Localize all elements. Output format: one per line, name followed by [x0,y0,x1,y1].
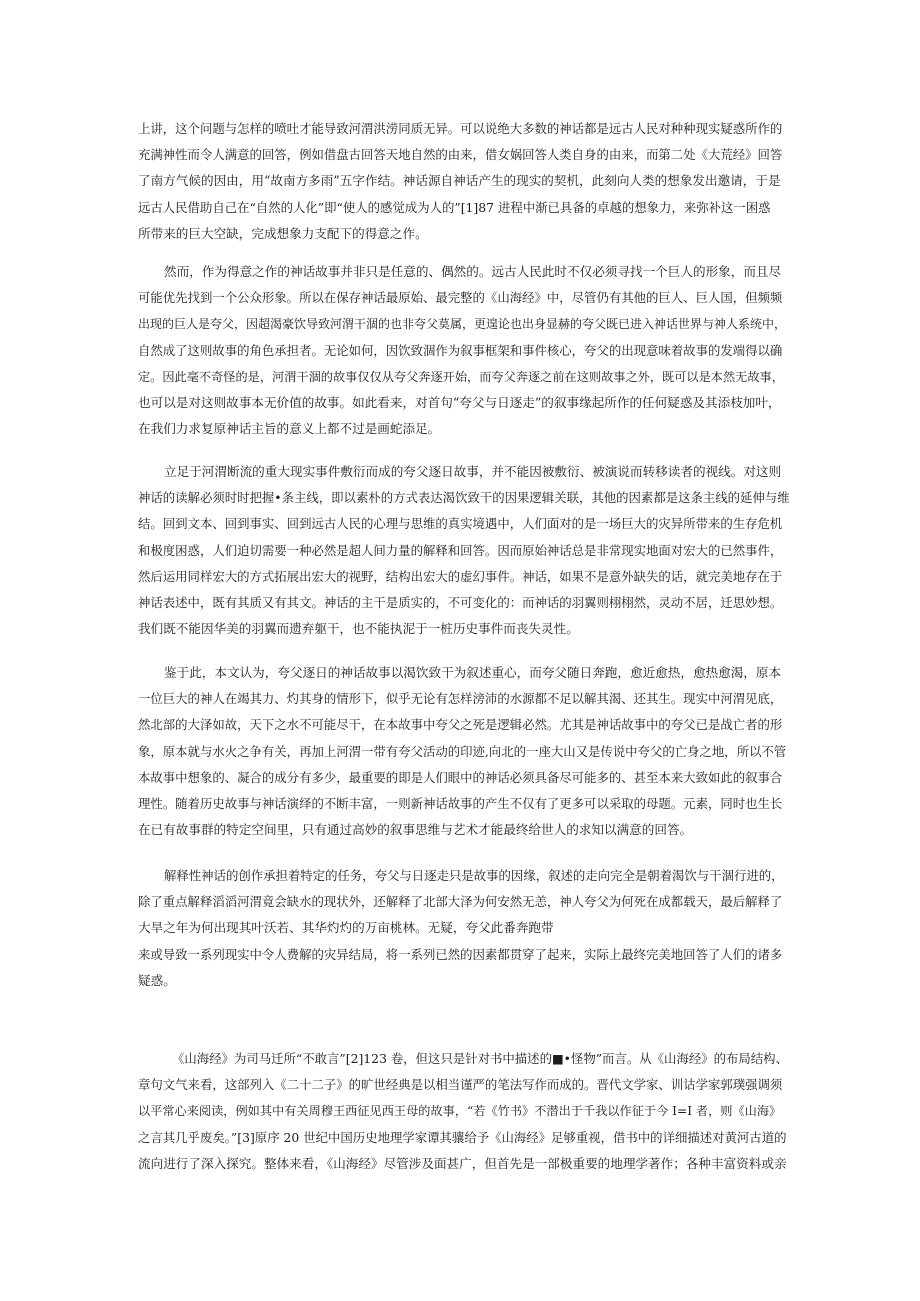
paragraph-6 [138,1046,788,1177]
text-line: 所带来的巨大空缺，完成想象力支配下的得意之作。 [138,225,428,241]
text-line: 象，原本就与水火之争有关，再加上河渭一带有夸父活动的印迹,向北的一座大山又是传说中夸父的亡身之地，所以不管 [138,743,787,759]
text-line: 自然成了这则故事的角色承担者。无论如何，因饮致涸作为叙事框架和事件核心，夸父的出现意味着故事的发端得以确 [138,342,783,358]
text-line: 《山海经》为司马迁所“不敢言”[2]123 卷，但这只是针对书中描述的■•怪物”而言。从《山海经》的布局结构、 [172,1051,788,1066]
paragraph-2 [138,259,788,442]
paragraph-5 [138,863,788,994]
text-line: 然而，作为得意之作的神话故事并非只是任意的、偶然的。远古人民此时不仅必须寻找一个巨人的形象，而且尽 [164,264,782,279]
text-line: 章句文气来看，这部列入《二十二子》的旷世经典是以相当谨严的笔法写作而成的。晋代文学家、训诂学家郭璞强调须 [138,1077,783,1093]
text-line: 然后运用同样宏大的方式拓展出宏大的视野，结构出宏大的虚幻事件。神话，如果不是意外缺失的话，就完美地存在于 [138,568,783,584]
text-line: 一位巨大的神人在竭其力、灼其身的情形下，似乎无论有怎样滂沛的水源都不足以解其渴、还其生。现实中河渭见底， [138,691,783,707]
text-line: 定。因此毫不奇怪的是，河渭干涸的故事仅仅从夸父奔逐开始，而夸父奔逐之前在这则故事之外，既可以是本然无故事， [138,369,784,384]
text-line: 来或导致一系列现实中令人费解的灾异结局，将一系列已然的因素都贯穿了起来，实际上最终完美地回答了人们的诸多 [138,946,783,962]
text-line: 充满神性而令人满意的回答，例如借盘古回答天地自然的由来，借女娲回答人类自身的由来，而第二处《大荒经》回答 [138,147,783,163]
paragraph-1 [138,116,788,247]
text-line: 神话表述中，既有其质又有其文。神话的主干是质实的，不可变化的：而神话的羽翼则栩栩然，灵动不居，迁思妙想。 [138,594,783,610]
text-line: 了南方气候的因由，用“故南方多雨”五字作结。神话源自神话产生的现实的契机，此刻向人类的想象发出邀请，于是 [138,173,781,189]
text-line: 流向进行了深入探究。整体来看，《山海经》尽管涉及面甚广，但首先是一部极重要的地理学著作；各种丰富资料或亲 [138,1155,787,1171]
text-line: 理性。随着历史故事与神话演绎的不断丰富，一则新神话故事的产生不仅有了更多可以采取的母题。元素，同时也生长 [138,795,783,811]
text-line: 上讲，这个问题与怎样的喷吐才能导致河渭洪涝同质无异。可以说绝大多数的神话都是远古人民对种种现实疑惑所作的 [138,121,783,136]
text-line: 我们既不能因华美的羽翼而遗弃躯干，也不能执泥于一桩历史事件而丧失灵性。 [138,621,579,637]
text-line: 远古人民借助自己在“自然的人化”即“使人的感觉成为人的”[1]87 进程中渐已具备的卓越的想象力，来弥补这一困惑 [138,199,771,215]
text-line: 结。回到文本、回到事实、回到远古人民的心理与思维的真实境遇中，人们面对的是一场巨大的灾异所带来的生存危机 [138,516,783,532]
text-line: 解释性神话的创作承担着特定的任务，夸父与日逐走只是故事的因缘，叙述的走向完全是朝着渴饮与干涸行进的， [164,868,784,883]
text-line: 立足于河渭断流的重大现实事件敷衍而成的夸父逐日故事，并不能因被敷衍、被演说而转移读者的视线。对这则 [164,464,782,479]
text-line: 以平常心来阅读，例如其中有关周穆王西征见西王母的故事，“若《竹书》不潜出于千我以作征于今 I=I 者，则《山海》 [138,1104,782,1119]
paragraph-4 [138,660,788,843]
text-line: 在已有故事群的特定空间里，只有通过高妙的叙事思维与艺术才能最终给世人的求知以满意的回答。 [138,822,693,838]
text-line: 鉴于此，本文认为，夸父逐日的神话故事以渴饮致干为叙述重心，而夸父随日奔跑，愈近愈热，愈热愈渴，原本 [164,665,782,680]
text-line: 然北部的大泽如故，天下之水不可能尽干，在本故事中夸父之死是逻辑必然。尤其是神话故事中的夸父已是战亡者的形 [138,717,783,733]
text-line: 本故事中想象的、凝合的成分有多少，最重要的即是人们眼中的神话必须具备尽可能多的、甚至本来大致如此的叙事合 [138,769,783,785]
text-line: 疑惑。 [138,972,176,988]
text-line: 可能优先找到一个公众形象。所以在保存神话最原始、最完整的《山海经》中，尽管仍有其他的巨人、巨人国，但频频 [138,290,783,306]
text-line: 之言其几乎废矣。”[3]原序 20 世纪中国历史地理学家谭其骧给予《山海经》足够重视，借书中的详细描述对黄河古道的 [138,1129,787,1145]
paragraph-3 [138,459,788,642]
text-line: 神话的读解必须时时把握•条主线，即以素朴的方式表达渴饮致干的因果逻辑关联，其他的因素都是这条主线的延伸与维 [138,490,790,506]
text-line: 和极度困惑，人们迫切需要一种必然是超人间力量的解释和回答。因而原始神话总是非常现实地面对宏大的已然事件， [138,542,783,558]
text-line: 在我们力求复原神话主旨的意义上都不过是画蛇添足。 [138,421,441,437]
text-line: 除了重点解释滔滔河渭竟会缺水的现状外，还解释了北部大泽为何安然无恙，神人夸父为何死在成都载天，最后解释了 [138,894,783,910]
text-line: 出现的巨人是夸父，因超渴豪饮导致河渭干涸的也非夸父莫属，更遑论也出身显赫的夸父既已进入神话世界与神人系统中， [138,317,787,332]
text-line: 也可以是对这则故事本无价值的故事。如此看来，对首句“夸父与日逐走”的叙事缘起所作的任何疑惑及其添枝加叶， [138,394,781,410]
text-line: 大旱之年为何出现其叶沃若、其华灼灼的万亩桃林。无疑，夸父此番奔跑带 [138,920,554,936]
